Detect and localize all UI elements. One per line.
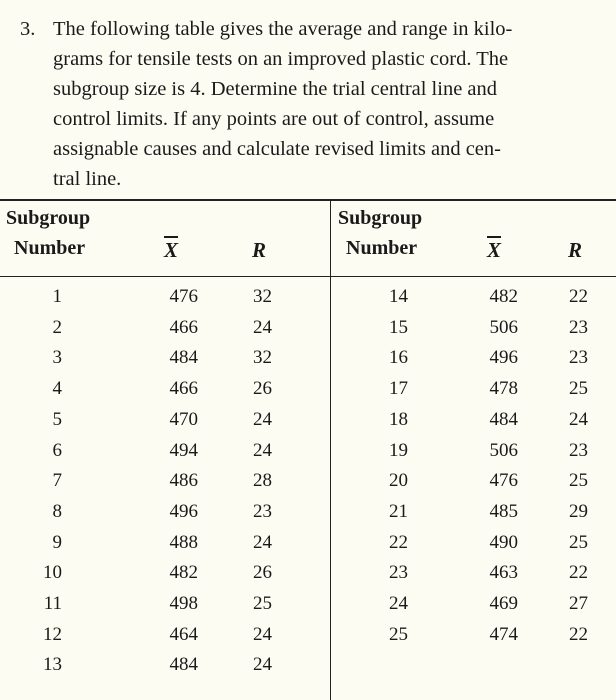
table-cell-subgroup: 1 [52,286,62,307]
table-cell-subgroup: 10 [43,562,62,584]
table-cell-range: 25 [569,378,588,400]
table-cell-range: 24 [253,654,272,676]
table-cell-subgroup: 2 [52,316,62,338]
problem-line: control limits. If any points are out of control, assume [53,108,495,130]
table-cell-xbar: 476 [169,286,198,307]
table-cell-xbar: 484 [489,408,518,430]
table-cell-xbar: 482 [489,286,518,307]
table-cell-xbar: 488 [169,531,198,553]
table-cell-subgroup: 19 [389,439,408,461]
header-subgroup-right-1: Subgroup [338,207,423,229]
table-cell-xbar: 469 [489,593,518,614]
problem-line: The following table gives the average and range in kilo- [53,18,513,40]
table-cell-range: 26 [253,378,272,400]
table-cell-range: 22 [569,623,588,645]
table-cell-xbar: 466 [169,316,198,338]
table-cell-range: 32 [253,286,272,307]
table-cell-range: 22 [569,562,588,584]
xbar-symbol: $\overline{X}$ [164,238,179,262]
table-cell-subgroup: 20 [389,470,408,492]
table-cell-range: 24 [253,531,272,553]
table-cell-range: 29 [569,500,588,522]
table-cell-subgroup: 13 [43,654,62,676]
table-header-rule [0,276,616,277]
table-cell-subgroup: 16 [389,347,408,369]
table-cell-xbar: 478 [489,378,518,400]
header-subgroup-right-2: Number [346,237,418,259]
problem-number: 3. [20,18,36,40]
table-cell-range: 25 [253,593,272,614]
header-range-right: R [568,238,583,262]
table-cell-range: 26 [253,562,272,584]
table-cell-subgroup: 22 [389,531,408,553]
problem-line: assignable causes and calculate revised limits and cen- [53,138,501,160]
table-cell-subgroup: 24 [389,593,408,614]
table-cell-subgroup: 23 [389,562,408,584]
table-cell-xbar: 486 [169,470,198,492]
table-cell-xbar: 482 [169,562,198,584]
table-cell-subgroup: 18 [389,408,408,430]
table-cell-range: 24 [253,316,272,338]
table-cell-xbar: 484 [169,347,198,369]
table-cell-range: 25 [569,531,588,553]
table-cell-subgroup: 9 [52,531,62,553]
data-table [0,199,616,700]
table-cell-subgroup: 15 [389,316,408,338]
table-cell-range: 32 [253,347,272,369]
table-cell-xbar: 506 [489,439,518,461]
header-subgroup-left-2: Number [14,237,86,259]
table-cell-subgroup: 7 [52,470,62,492]
problem-line: tral line. [53,168,122,190]
problem-line: subgroup size is 4. Determine the trial central line and [53,78,498,100]
table-cell-subgroup: 17 [389,378,408,400]
xbar-symbol: $\overline{X}$ [487,238,502,262]
table-cell-xbar: 506 [489,316,518,338]
table-cell-range: 23 [569,439,588,461]
table-cell-subgroup: 25 [389,623,408,645]
table-cell-xbar: 498 [169,593,198,614]
table-cell-xbar: 464 [169,623,198,645]
header-range-left: R [252,238,267,262]
table-cell-xbar: 476 [489,470,518,492]
table-cell-subgroup: 3 [52,347,62,369]
table-cell-xbar: 463 [489,562,518,584]
table-cell-range: 24 [253,408,272,430]
table-cell-xbar: 466 [169,378,198,400]
table-cell-xbar: 484 [169,654,198,676]
table-cell-xbar: 470 [169,408,198,430]
table-cell-range: 23 [253,500,272,522]
table-cell-xbar: 485 [489,500,518,522]
table-cell-subgroup: 14 [389,286,408,307]
table-cell-subgroup: 21 [389,500,408,522]
table-cell-range: 22 [569,286,588,307]
table-top-rule [0,199,616,201]
table-cell-subgroup: 11 [43,593,62,614]
table-cell-xbar: 474 [489,623,518,645]
table-cell-range: 24 [253,623,272,645]
table-cell-range: 23 [569,347,588,369]
table-column-divider [330,199,331,700]
table-cell-subgroup: 5 [52,408,62,430]
table-cell-range: 23 [569,316,588,338]
table-cell-xbar: 494 [169,439,198,461]
problem-line: grams for tensile tests on an improved plastic cord. The [53,48,509,70]
table-cell-range: 24 [253,439,272,461]
table-cell-range: 25 [569,470,588,492]
header-xbar-right [487,237,501,263]
table-cell-xbar: 490 [489,531,518,553]
table-cell-subgroup: 12 [43,623,62,645]
table-cell-range: 28 [253,470,272,492]
table-cell-range: 24 [569,408,588,430]
table-cell-xbar: 496 [169,500,198,522]
table-cell-subgroup: 4 [52,378,62,400]
table-cell-range: 27 [569,593,588,614]
table-cell-subgroup: 8 [52,500,62,522]
table-cell-subgroup: 6 [52,439,62,461]
header-subgroup-left-1: Subgroup [6,207,91,229]
table-cell-xbar: 496 [489,347,518,369]
header-xbar-left [164,237,178,263]
